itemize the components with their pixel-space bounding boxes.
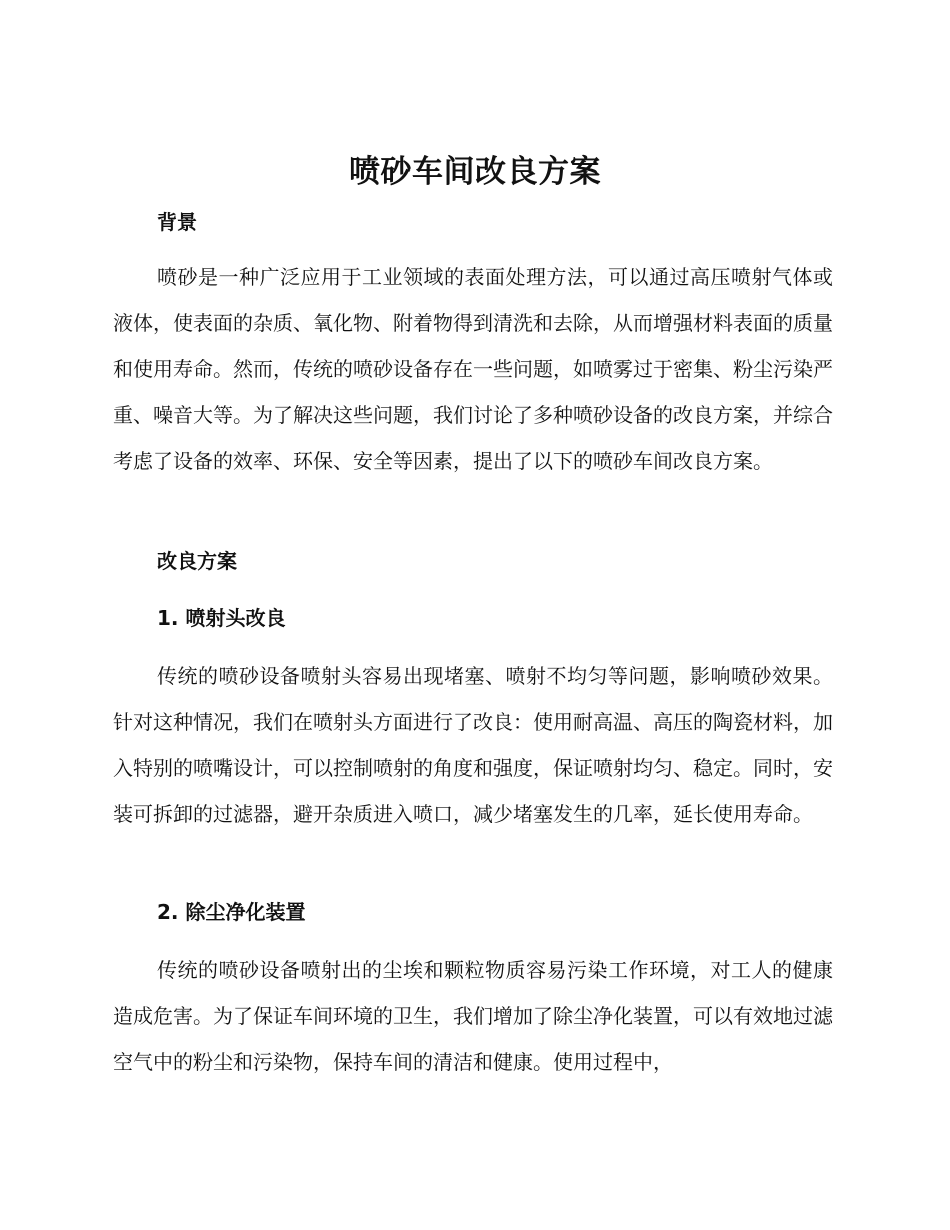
paragraph-dust-removal: 传统的喷砂设备喷射出的尘埃和颗粒物质容易污染工作环境，对工人的健康造成危害。为了保证车间环境的卫生，我们增加了除尘净化装置，可以有效地过滤空气中的粉尘和污染物，保持车间的清洁和健康。使用过程中， — [113, 958, 833, 1074]
subsection-heading-dust-removal: 2. 除尘净化装置 — [157, 900, 306, 924]
section-heading-background: 背景 — [157, 210, 197, 234]
section-heading-improvement-plan: 改良方案 — [157, 549, 237, 573]
document-title: 喷砂车间改良方案 — [349, 154, 601, 190]
paragraph-nozzle: 传统的喷砂设备喷射头容易出现堵塞、喷射不均匀等问题，影响喷砂效果。针对这种情况，我们在喷射头方面进行了改良：使用耐高温、高压的陶瓷材料，加入特别的喷嘴设计，可以控制喷射的角度和强度，保证喷射均匀、稳定。同时，安装可拆卸的过滤器，避开杂质进入喷口，减少堵塞发生的几率，延长使用寿命。 — [113, 664, 833, 826]
subsection-heading-nozzle: 1. 喷射头改良 — [157, 606, 286, 630]
paragraph-background: 喷砂是一种广泛应用于工业领域的表面处理方法，可以通过高压喷射气体或液体，使表面的杂质、氧化物、附着物得到清洗和去除，从而增强材料表面的质量和使用寿命。然而，传统的喷砂设备存在一些问题，如喷雾过于密集、粉尘污染严重、噪音大等。为了解决这些问题，我们讨论了多种喷砂设备的改良方案，并综合考虑了设备的效率、环保、安全等因素，提出了以下的喷砂车间改良方案。 — [113, 265, 833, 473]
